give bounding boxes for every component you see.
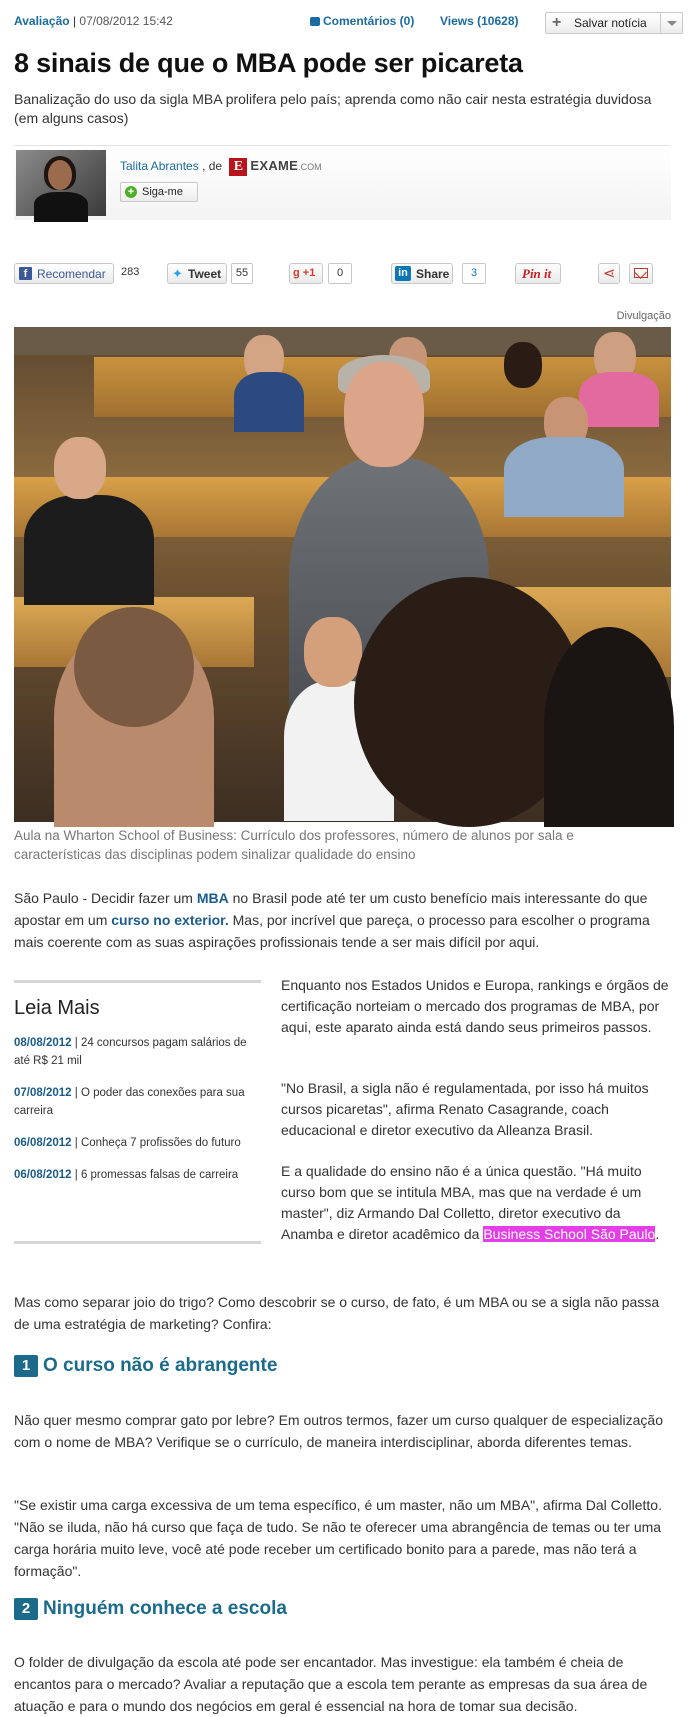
article-photo	[14, 327, 671, 822]
business-school-link[interactable]: Business School São Paulo	[483, 1226, 656, 1242]
article-title: 8 sinais de que o MBA pode ser picareta	[14, 48, 523, 78]
save-article-button[interactable]	[545, 12, 683, 34]
linkedin-label: Share	[416, 267, 450, 281]
google-plus-count: 0	[328, 263, 352, 284]
follow-label: Siga-me	[142, 186, 183, 198]
body-paragraph-7: "Se existir uma carga excessiva de um tema específico, é um master, não um MBA", afirma Dal Colletto. "Não se iluda, não há curso que faça de tudo. Se não te oferecer uma abrangência de temas ou ter uma carga horária muito leve, você até pode receber um certificado bonito para a parede, mas não terá a formação".	[14, 1497, 662, 1579]
twitter-bird-icon: ✦	[172, 266, 183, 281]
section-title-2: Ninguém conhece a escola	[43, 1598, 287, 1619]
share-icon[interactable]	[598, 263, 620, 284]
body-paragraph-8: O folder de divulgação da escola até pode ser encantador. Mas investigue: ela também é cheia de encantos para o mercado? Avaliar a reputação que a escola tem perante as empresas da sua área de atuação e para o mundo dos negócios em geral é essencial na hora de tomar sua decisão.	[14, 1654, 648, 1714]
author-separator: , de	[202, 159, 223, 174]
facebook-count: 283	[121, 263, 147, 284]
follow-button[interactable]	[120, 182, 198, 202]
save-article-label: Salvar notícia	[574, 16, 647, 30]
envelope-icon	[634, 268, 648, 278]
curso-exterior-link[interactable]: curso no exterior.	[111, 912, 229, 928]
pinterest-button[interactable]	[515, 263, 561, 284]
author-avatar[interactable]	[16, 150, 106, 216]
pinterest-label: Pin it	[522, 266, 552, 281]
read-more-item[interactable]: 07/08/2012 | O poder das conexões para sua carreira	[14, 1087, 245, 1117]
section-heading-1	[14, 1355, 277, 1381]
body-paragraph-4: E a qualidade do ensino não é a única questão. "Há muito curso bom que se intitula MBA, mas que na verdade é um master", diz Armando Dal Colletto, diretor executivo da Anamba e diretor acadêmico da Business School São Paulo.	[281, 1163, 660, 1242]
linkedin-share-button[interactable]	[391, 263, 453, 284]
section-title-1: O curso não é abrangente	[43, 1355, 278, 1376]
publish-date: 07/08/2012 15:42	[79, 14, 173, 28]
body-paragraph-6: Não quer mesmo comprar gato por lebre? Em outros termos, fazer um curso qualquer de especialização com o nome de MBA? Verifique se o currículo, de maneira interdisciplinar, aborda diferentes temas.	[14, 1412, 663, 1450]
mba-link[interactable]: MBA	[196, 890, 229, 906]
exame-logo-letter: E	[229, 158, 247, 176]
article-meta-bar	[14, 14, 668, 34]
facebook-icon: f	[19, 267, 32, 280]
body-paragraph-2: Enquanto nos Estados Unidos e Europa, rankings e órgãos de certificação norteiam o mercado dos programas de MBA, por aqui, este aparato ainda está dando seus primeiros passos.	[281, 977, 669, 1035]
tweet-label: Tweet	[188, 267, 222, 281]
plus-circle-icon: +	[125, 186, 137, 198]
article-subtitle: Banalização do uso da sigla MBA prolifera pelo país; aprenda como não cair nesta estratégia duvidosa (em alguns casos)	[14, 91, 652, 126]
facebook-label: Recomendar	[37, 267, 106, 281]
google-g-icon: g	[293, 267, 300, 279]
read-more-box	[14, 980, 261, 1244]
section-number-1: 1	[14, 1355, 38, 1377]
plus-icon: +	[552, 14, 562, 31]
comments-count: Comentários (0)	[323, 14, 415, 28]
exame-logo[interactable]	[229, 158, 321, 176]
photo-caption: Aula na Wharton School of Business: Currículo dos professores, número de alunos por sala e características das disciplinas podem sinalizar qualidade do ensino	[14, 828, 574, 862]
linkedin-count: 3	[462, 263, 486, 284]
comment-bubble-icon	[310, 17, 320, 26]
body-paragraph-1: São Paulo - Decidir fazer um MBA no Brasil pode até ter um custo benefício mais interessante do que apostar em um curso no exterior. Mas, por incrível que pareça, o processo para escolher o programa mais coerente com as suas aspirações profissionais tende a ser mais difícil por aqui.	[14, 890, 650, 950]
email-button[interactable]	[629, 263, 653, 284]
exame-logo-text: EXAME	[250, 158, 299, 173]
google-plus-label: g +1	[293, 267, 316, 279]
author-name-link[interactable]: Talita Abrantes	[120, 159, 199, 174]
comments-link[interactable]	[310, 14, 414, 28]
read-more-item[interactable]: 06/08/2012 | 6 promessas falsas de carreira	[14, 1169, 239, 1181]
tweet-button[interactable]	[167, 263, 227, 284]
photo-credit: Divulgação	[616, 310, 671, 322]
google-plus-button[interactable]	[289, 263, 323, 284]
chevron-down-icon[interactable]	[660, 13, 682, 33]
section-heading-2	[14, 1598, 287, 1624]
section-number-2: 2	[14, 1598, 38, 1620]
social-share-bar	[14, 263, 671, 289]
author-box	[14, 145, 671, 220]
linkedin-icon: in	[395, 266, 411, 281]
exame-logo-suffix: .COM	[298, 162, 322, 172]
read-more-item[interactable]: 06/08/2012 | Conheça 7 profissões do futuro	[14, 1137, 241, 1149]
body-paragraph-5: Mas como separar joio do trigo? Como descobrir se o curso, de fato, é um MBA ou se a sigla não passa de uma estratégia de marketing? Confira:	[14, 1294, 660, 1332]
body-paragraph-3: "No Brasil, a sigla não é regulamentada, por isso há muitos cursos picaretas", afirma Renato Casagrande, coach educacional e diretor executivo da Alleanza Brasil.	[281, 1080, 649, 1138]
facebook-recommend-button[interactable]	[14, 263, 114, 284]
read-more-item[interactable]: 08/08/2012 | 24 concursos pagam salários de até R$ 21 mil	[14, 1037, 247, 1067]
author-line	[120, 158, 322, 176]
meta-separator: |	[72, 14, 80, 28]
category-link[interactable]: Avaliação	[14, 14, 70, 28]
views-count[interactable]: Views (10628)	[440, 14, 519, 28]
read-more-title: Leia Mais	[14, 997, 100, 1019]
tweet-count: 55	[231, 263, 253, 284]
